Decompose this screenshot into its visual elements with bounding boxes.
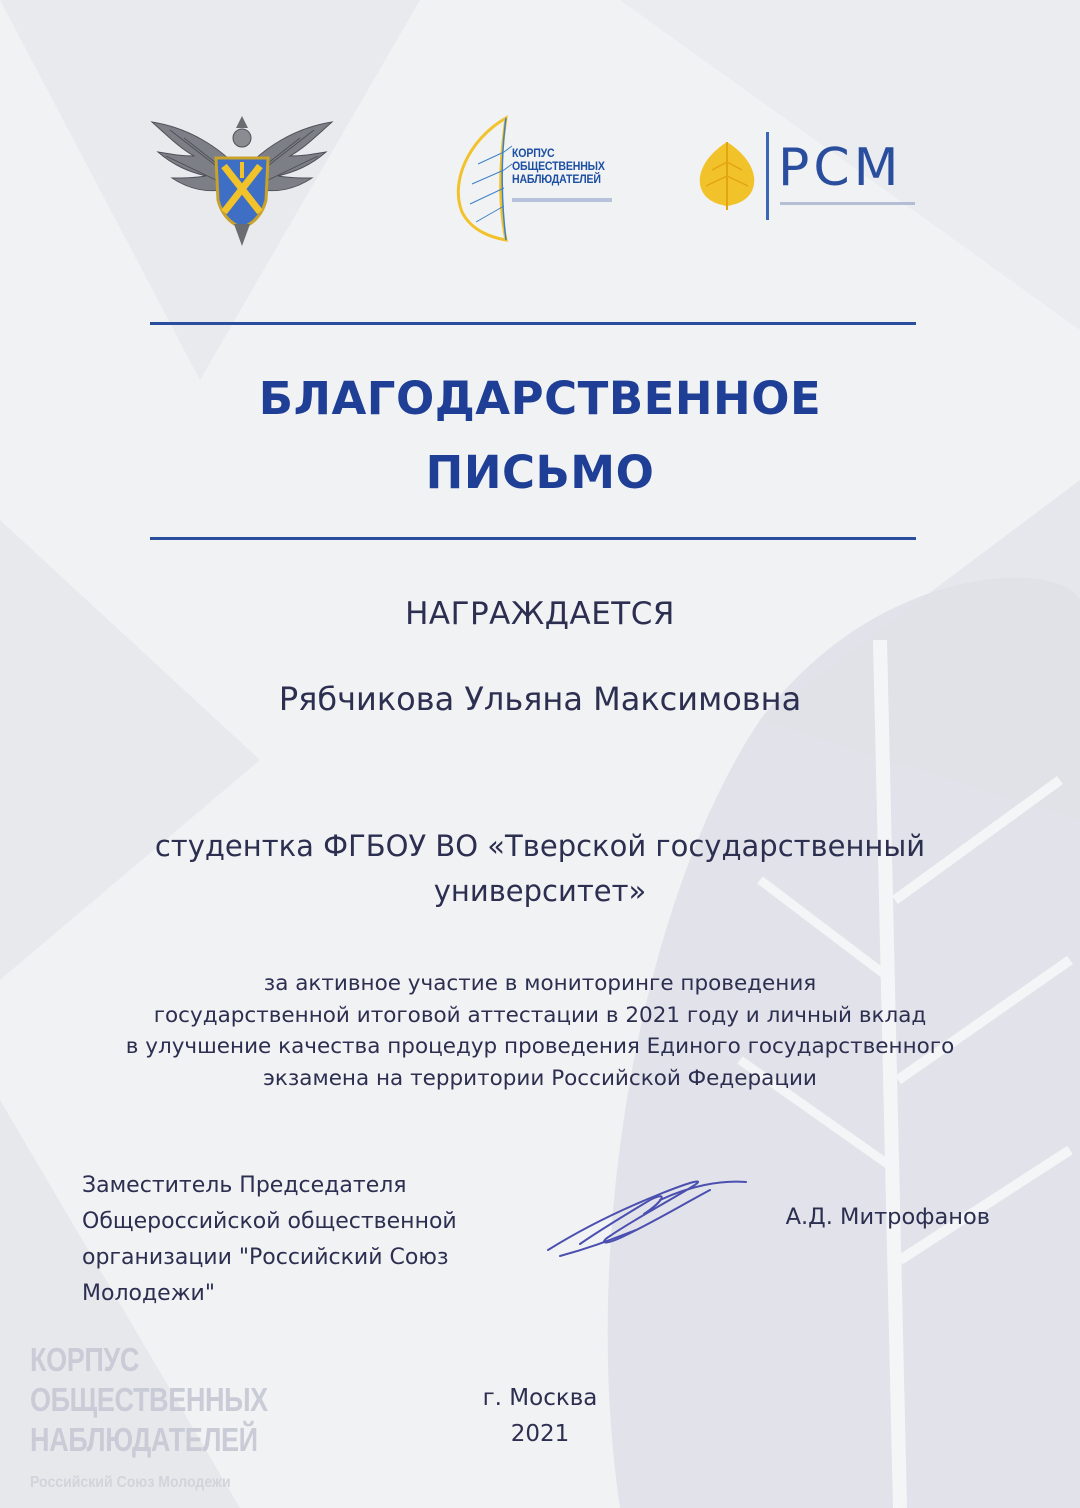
title-line-1: БЛАГОДАРСТВЕННОЕ xyxy=(258,372,822,425)
korpus-line-1: КОРПУС xyxy=(512,148,555,160)
recipient-name: Рябчикова Ульяна Максимовна xyxy=(278,680,802,718)
title-line-2: ПИСЬМО xyxy=(425,446,655,499)
reason-line-2: государственной итоговой аттестации в 2021 году и личный вклад xyxy=(153,1002,927,1028)
rsm-logo-text: РСМ xyxy=(778,138,903,198)
korpus-logo-subtitle-bar xyxy=(512,198,612,202)
watermark-line-1: КОРПУС xyxy=(30,1341,139,1378)
eagle-emblem-logo xyxy=(150,108,334,248)
rsm-separator xyxy=(766,132,769,220)
position-line-4: Молодежи" xyxy=(82,1281,215,1306)
award-reason xyxy=(40,968,1040,1094)
student-line-2: университет» xyxy=(433,874,647,908)
watermark-line-3: НАБЛЮДАТЕЛЕЙ xyxy=(30,1421,258,1458)
reason-line-1: за активное участие в мониторинге проведения xyxy=(263,971,817,996)
position-line-3: организации "Российский Союз xyxy=(82,1245,449,1270)
student-info xyxy=(60,824,1020,914)
document-title xyxy=(140,362,940,510)
place-and-year xyxy=(380,1380,700,1452)
signatory-position xyxy=(82,1168,542,1312)
position-line-1: Заместитель Председателя xyxy=(82,1173,407,1198)
reason-line-3: в улучшение качества процедур проведения Единого государственного xyxy=(125,1034,955,1059)
position-line-2: Общероссийской общественной xyxy=(82,1209,457,1234)
bottom-rule xyxy=(150,537,916,540)
student-line-1: студентка ФГБОУ ВО «Тверской государственный xyxy=(154,829,926,863)
signatory-name: А.Д. Митрофанов xyxy=(785,1204,990,1230)
watermark-subtitle: Российский Союз Молодежи xyxy=(30,1474,231,1491)
korpus-logo-text xyxy=(512,148,613,187)
korpus-line-2: ОБЩЕСТВЕННЫХ xyxy=(512,161,605,173)
top-rule xyxy=(150,322,916,325)
rsm-logo-subtitle-bar xyxy=(780,202,915,205)
watermark-line-2: ОБЩЕСТВЕННЫХ xyxy=(30,1381,268,1418)
korpus-watermark xyxy=(30,1340,268,1460)
korpus-line-3: НАБЛЮДАТЕЛЕЙ xyxy=(512,174,601,186)
reason-line-4: экзамена на территории Российской Федерации xyxy=(263,1065,817,1091)
rsm-leaf-logo xyxy=(696,140,758,212)
place: г. Москва xyxy=(482,1385,598,1411)
year: 2021 xyxy=(510,1421,570,1447)
awarded-label: НАГРАЖДАЕТСЯ xyxy=(405,596,675,632)
